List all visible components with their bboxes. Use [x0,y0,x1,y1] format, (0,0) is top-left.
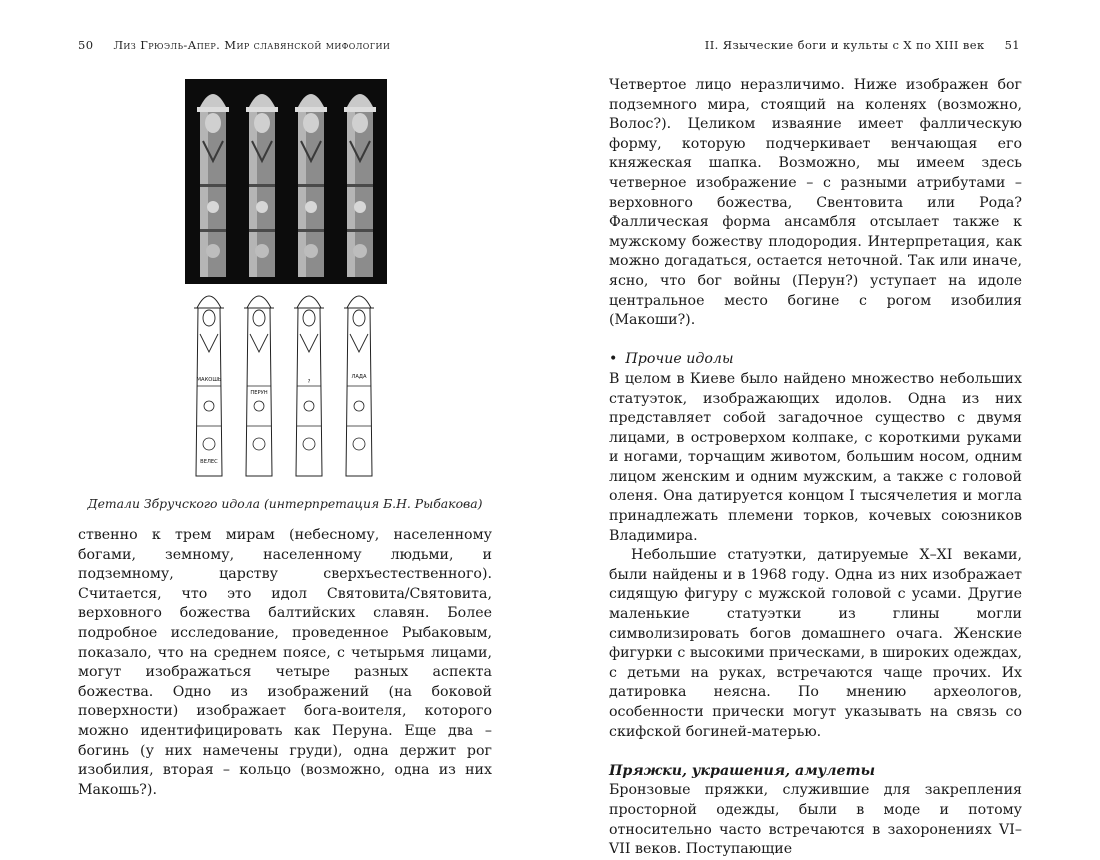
page-number-left: 50 [78,38,94,52]
drawn-pillar [194,296,224,476]
drawn-pillar [244,296,274,476]
drawing-label: ПЕРУН [250,390,268,396]
running-title-right: II. Языческие боги и культы с X по XIII век [704,38,985,52]
left-page-text [78,526,492,800]
running-title-left: Лиз Грюэль-Апер. Мир славянской мифологии [113,38,391,52]
drawing-label: ? [307,379,311,385]
section-heading: Пряжки, украшения, амулеты [609,762,876,779]
bullet-symbol: • [609,351,618,368]
right-paragraph-4: Бронзовые пряжки, служившие для закрепления просторной одежды, были в моде и потому относительно часто встречаются в захоронениях VI–VII веков. Поступающие [609,782,1022,858]
right-paragraph-2: В целом в Киеве было найдено множество небольших статуэток, изображающих идолов. Одна из них представляет собой загадочное существо с двумя лицами, в островерхом колпаке, с короткими руками и ногами, торчащим животом, большим носом, одним лицом женским и одним мужским, а также с головой оленя. Она датируется концом I тысячелетия и могла принадлежать племени торков, кочевых союзников Владимира. [609,370,1022,544]
drawing-label: МАКОШЬ [196,377,222,383]
photo-pillar [344,94,376,277]
header-right [705,38,1020,52]
photo-pillar [246,94,278,277]
photo-pillar [197,94,229,277]
bullet-heading-text: Прочие идолы [625,351,734,368]
photo-pillar [295,94,327,277]
drawing-label: ЛАДА [351,374,367,380]
header-left [78,38,390,52]
right-paragraph-3: Небольшие статуэтки, датируемые X–XI веками, были найдены и в 1968 году. Одна из них изображает сидящую фигуру с мужской головой с усами. Другие маленькие статуэтки из глины могли символизировать богов домашнего очага. Женские фигурки с высокими прическами, в широких одеждах, с детьми на руках, встречаются чаще прочих. Их датировка неясна. По мнению археологов, особенности прически могут указывать на связь со скифской богиней-матерью. [609,547,1022,740]
right-page-text [609,76,1022,860]
bullet-heading [609,350,1022,370]
left-paragraph: ственно к трем мирам (небесному, населенному богами, земному, населенному людьми, и подземному, царству сверхъестественного). Считается, что это идол Святовита/Святовита, верховного божества балтийских славян. Более подробное исследование, проведенное Рыбаковым, показало, что на среднем поясе, с четырьмя лицами, могут изображаться четыре разных аспекта божества. Одно из изображений (на боковой поверхности) изображает бога-воителя, которого можно идентифицировать как Перуна. Еще два – богинь (у них намечены груди), одна держит рог изобилия, вторая – кольцо (возможно, одна из них Макошь?). [78,527,492,798]
drawn-pillar [294,296,324,476]
figure-caption: Детали Збручского идола (интерпретация Б.Н. Рыбакова) [87,496,483,511]
idol-photograph [185,79,387,284]
right-paragraph-1: Четвертое лицо неразличимо. Ниже изображен бог подземного мира, стоящий на коленях (возможно, Волос?). Целиком изваяние имеет фаллическую форму, которую подчеркивает венчающая его княжеская шапка. Возможно, мы имеем здесь четверное изображение – с разными атрибутами – верховного божества, Свентовита или Рода? Фаллическая форма ансамбля отсылает также к мужскому божеству плодородия. Интерпретация, как можно догадаться, остается неточной. Так или иначе, ясно, что бог войны (Перун?) уступает на идоле центральное место богине с рогом изобилия (Макоши?). [609,77,1022,329]
drawn-pillar [344,296,374,476]
drawing-label: ВЕЛЕС [200,459,218,465]
page-number-right: 51 [1004,38,1020,52]
idol-drawing [185,286,387,481]
